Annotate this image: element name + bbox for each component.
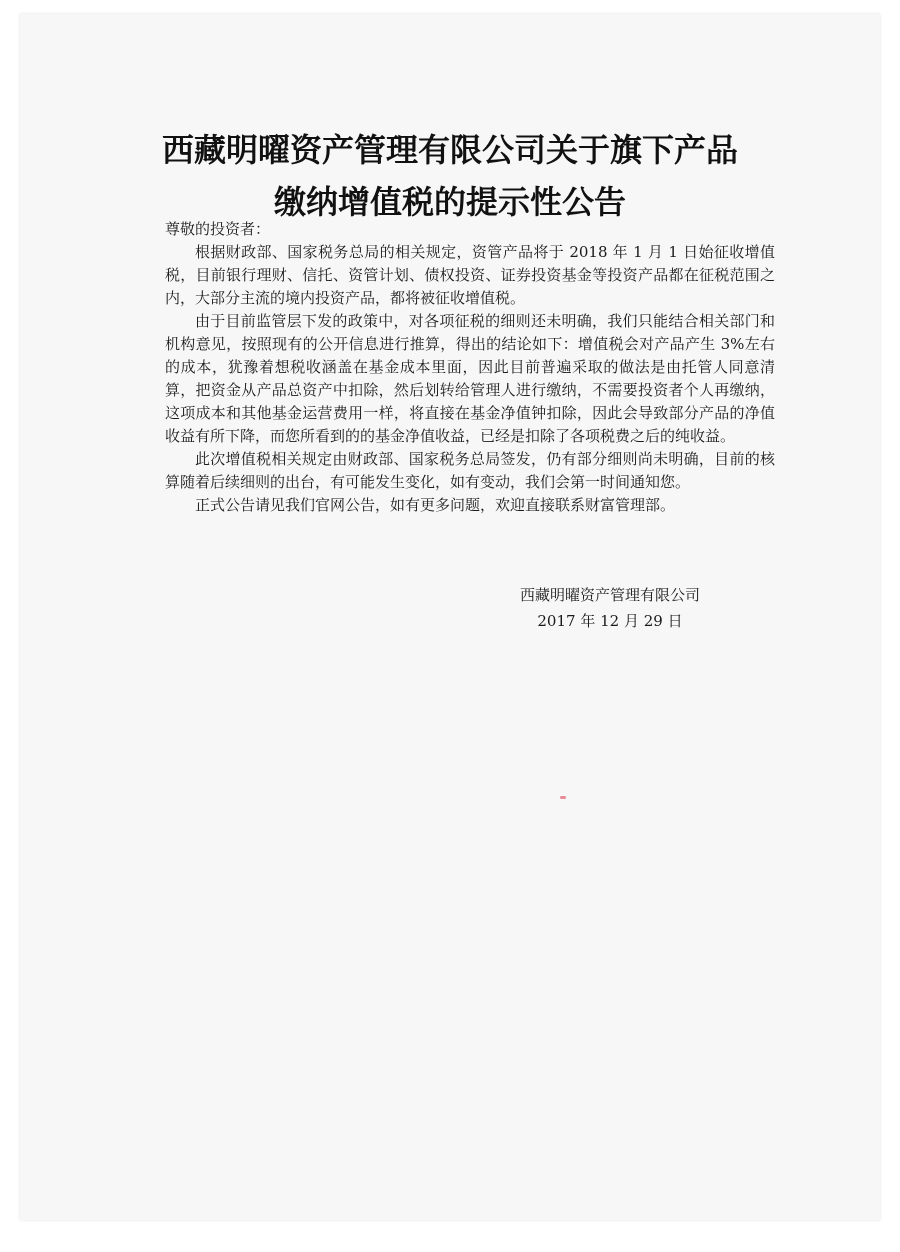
paragraph-1: 根据财政部、国家税务总局的相关规定，资管产品将于 2018 年 1 月 1 日始征收增值税，目前银行理财、信托、资管计划、债权投资、证券投资基金等投资产品都在征税范围之内，大部分主流的境内投资产品，都将被征收增值税。 (165, 243, 775, 307)
document-page (20, 14, 880, 1220)
signature-block (490, 582, 730, 634)
document-title: 西藏明曜资产管理有限公司关于旗下产品缴纳增值税的提示性公告 (161, 131, 738, 221)
signature-date: 2017 年 12 月 29 日 (537, 612, 683, 630)
greeting: 尊敬的投资者： (165, 220, 271, 238)
paragraph-4: 正式公告请见我们官网公告，如有更多问题，欢迎直接联系财富管理部。 (195, 496, 676, 514)
signature-company: 西藏明曜资产管理有限公司 (519, 586, 700, 604)
paragraph-3: 此次增值税相关规定由财政部、国家税务总局签发，仍有部分细则尚未明确，目前的核算随着后续细则的出台，有可能发生变化，如有变动，我们会第一时间通知您。 (165, 450, 775, 491)
document-body (165, 218, 775, 517)
paragraph-2: 由于目前监管层下发的政策中，对各项征税的细则还未明确，我们只能结合相关部门和机构意见，按照现有的公开信息进行推算，得出的结论如下：增值税会对产品产生 3%左右的成本，犹豫着想税收涵盖在基金成本里面，因此目前普遍采取的做法是由托管人同意清算，把资金从产品总资产中扣除，然后划转给管理人进行缴纳，不需要投资者个人再缴纳，这项成本和其他基金运营费用一样，将直接在基金净值钟扣除，因此会导致部分产品的净值收益有所下降，而您所看到的的基金净值收益，已经是扣除了各项税费之后的纯收益。 (165, 312, 775, 445)
scan-mark (560, 796, 566, 799)
